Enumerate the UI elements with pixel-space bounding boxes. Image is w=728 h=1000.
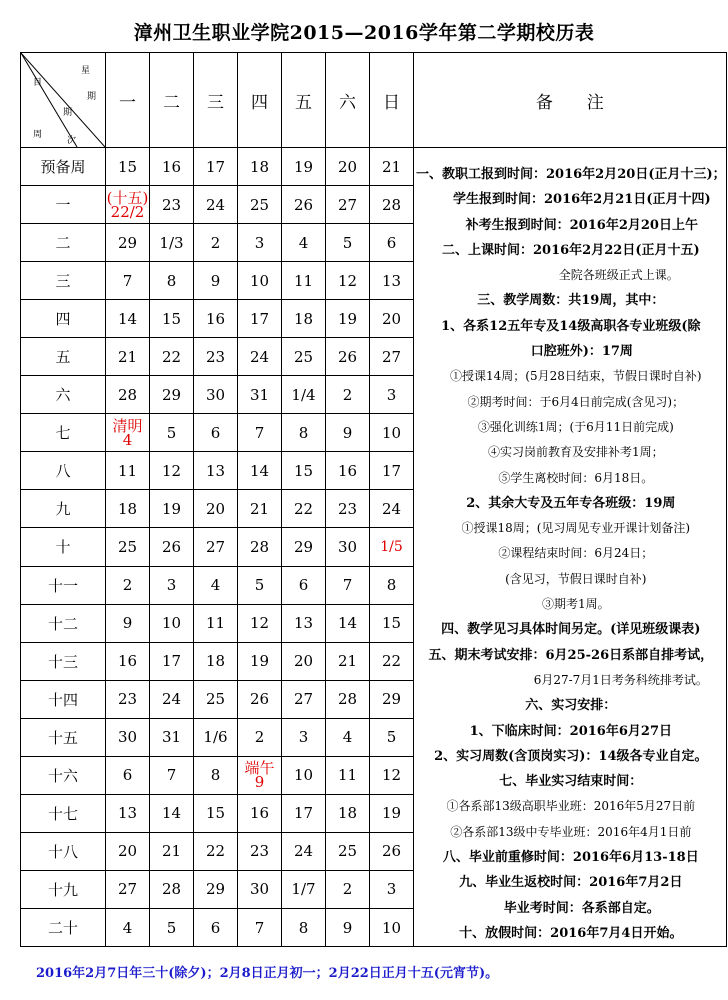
day-cell: 5 [370, 718, 414, 756]
week-label: 十二 [21, 604, 106, 642]
day-cell: 27 [282, 680, 326, 718]
day-cell: 11 [106, 452, 150, 490]
corner-qi1: 期 [87, 92, 97, 102]
remark-line: ⑤学生离校时间：6月18日。 [498, 470, 654, 485]
remark-line: ③强化训练1周；(于6月11日前完成) [477, 419, 674, 434]
day-cell: 20 [326, 148, 370, 186]
remark-line: 八、毕业前重修时间：2016年6月13-18日 [442, 850, 699, 866]
remark-line: 2、其余大专及五年专各班级：19周 [466, 495, 676, 511]
week-label: 四 [21, 300, 106, 338]
day-cell: 21 [150, 832, 194, 870]
day-cell: 27 [106, 870, 150, 908]
day-header: 二 [150, 53, 194, 148]
remark-line: ②课程结束时间：6月24日； [498, 546, 654, 561]
day-cell: 6 [194, 908, 238, 946]
week-label: 十六 [21, 756, 106, 794]
day-cell: 27 [194, 528, 238, 566]
remark-line: 七、毕业实习结束时间： [499, 774, 643, 790]
holiday-text: 4 [122, 430, 133, 449]
day-cell: 30 [238, 870, 282, 908]
week-label: 十九 [21, 870, 106, 908]
calendar-table [20, 52, 727, 947]
day-cell: 28 [326, 680, 370, 718]
remark-line: 全院各班级正式上课。 [558, 268, 679, 283]
day-cell: 30 [106, 718, 150, 756]
remark-line: ②期考时间：于6月4日前完成(含见习)； [467, 394, 685, 409]
day-cell: 4 [282, 224, 326, 262]
day-cell: 7 [106, 262, 150, 300]
holiday-cell [238, 756, 282, 794]
day-cell: 10 [282, 756, 326, 794]
remark-line: 学生报到时间：2016年2月21日(正月十四) [453, 192, 711, 208]
day-cell: 25 [106, 528, 150, 566]
day-cell: 28 [238, 528, 282, 566]
day-header: 四 [238, 53, 282, 148]
corner-xing: 星 [81, 66, 91, 76]
holiday-cell: 1/5 [370, 528, 414, 566]
day-cell: 3 [370, 376, 414, 414]
remark-line: 2、实习周数(含顶岗实习)：14级各专业自定。 [434, 748, 708, 764]
day-cell: 21 [326, 642, 370, 680]
day-cell: 21 [238, 490, 282, 528]
week-label: 十四 [21, 680, 106, 718]
page-title: 漳州卫生职业学院2015—2016学年第二学期校历表 [133, 22, 595, 44]
day-cell: 19 [238, 642, 282, 680]
week-label: 六 [21, 376, 106, 414]
day-cell: 1/3 [150, 224, 194, 262]
day-cell: 2 [238, 718, 282, 756]
day-cell: 24 [194, 186, 238, 224]
week-label: 九 [21, 490, 106, 528]
remark-line: 三、教学周数：共19周，其中： [477, 293, 665, 309]
corner-header [21, 53, 106, 148]
day-cell: 12 [326, 262, 370, 300]
week-label: 十 [21, 528, 106, 566]
week-label: 十七 [21, 794, 106, 832]
week-label: 二 [21, 224, 106, 262]
day-cell: 24 [282, 832, 326, 870]
day-cell: 13 [194, 452, 238, 490]
day-cell: 18 [326, 794, 370, 832]
remark-line: ③期考1周。 [541, 597, 610, 612]
day-cell: 17 [194, 148, 238, 186]
day-cell: 3 [370, 870, 414, 908]
day-cell: 26 [150, 528, 194, 566]
day-cell: 16 [326, 452, 370, 490]
day-cell: 23 [238, 832, 282, 870]
remark-line: 九、毕业生返校时间：2016年7月2日 [459, 875, 683, 891]
holiday-text: 端午 [244, 759, 275, 778]
day-cell: 13 [370, 262, 414, 300]
remark-line: 十、放假时间：2016年7月4日开始。 [459, 925, 683, 941]
week-label: 三 [21, 262, 106, 300]
week-label: 十一 [21, 566, 106, 604]
day-cell: 24 [370, 490, 414, 528]
day-cell: 4 [326, 718, 370, 756]
week-label: 八 [21, 452, 106, 490]
day-cell: 18 [194, 642, 238, 680]
corner-zhou: 周 [33, 130, 43, 140]
day-cell: 28 [370, 186, 414, 224]
day-cell: 7 [326, 566, 370, 604]
day-cell: 16 [150, 148, 194, 186]
day-cell: 23 [326, 490, 370, 528]
day-cell: 11 [326, 756, 370, 794]
day-cell: 20 [370, 300, 414, 338]
week-label: 十三 [21, 642, 106, 680]
day-cell: 12 [238, 604, 282, 642]
day-cell: 17 [238, 300, 282, 338]
remark-line: 四、教学见习具体时间另定。(详见班级课表) [441, 622, 701, 638]
day-cell: 12 [150, 452, 194, 490]
day-cell: 1/7 [282, 870, 326, 908]
day-cell: 7 [150, 756, 194, 794]
remark-line: 1、下临床时间：2016年6月27日 [469, 723, 672, 739]
day-cell: 16 [238, 794, 282, 832]
remark-line: ②各系部13级中专毕业班：2016年4月1日前 [450, 824, 692, 839]
day-header: 日 [370, 53, 414, 148]
day-cell: 13 [106, 794, 150, 832]
day-cell: 31 [238, 376, 282, 414]
remark-line: 二、上课时间：2016年2月22日(正月十五) [442, 242, 700, 258]
day-cell: 29 [194, 870, 238, 908]
day-cell: 29 [106, 224, 150, 262]
day-cell: 19 [326, 300, 370, 338]
remark-line: 五、期末考试安排：6月25-26日系部自排考试， [428, 647, 714, 663]
holiday-cell [106, 186, 150, 224]
day-header: 三 [194, 53, 238, 148]
day-cell: 29 [150, 376, 194, 414]
day-header: 一 [106, 53, 150, 148]
corner-ci: 次 [67, 136, 77, 146]
remark-line: 六、实习安排： [525, 698, 617, 714]
day-cell: 14 [238, 452, 282, 490]
day-cell: 2 [326, 870, 370, 908]
remark-line: (含见习，节假日课时自补) [505, 571, 647, 586]
day-cell: 17 [150, 642, 194, 680]
day-cell: 10 [370, 414, 414, 452]
week-row [21, 148, 727, 186]
day-cell: 7 [238, 908, 282, 946]
day-cell: 1/6 [194, 718, 238, 756]
day-cell: 23 [106, 680, 150, 718]
holiday-text: (十五) [106, 188, 149, 207]
day-cell: 20 [106, 832, 150, 870]
day-cell: 15 [106, 148, 150, 186]
day-cell: 12 [370, 756, 414, 794]
day-cell: 25 [194, 680, 238, 718]
day-cell: 27 [326, 186, 370, 224]
week-label: 七 [21, 414, 106, 452]
day-cell: 30 [194, 376, 238, 414]
day-cell: 19 [282, 148, 326, 186]
day-cell: 5 [238, 566, 282, 604]
remark-line: 补考生报到时间：2016年2月20日上午 [465, 217, 698, 233]
day-cell: 26 [238, 680, 282, 718]
holiday-text: 清明 [112, 416, 143, 435]
day-cell: 4 [106, 908, 150, 946]
remark-line: ④实习岗前教育及安排补考1周； [487, 445, 664, 460]
day-cell: 8 [282, 908, 326, 946]
day-cell: 6 [370, 224, 414, 262]
day-cell: 24 [238, 338, 282, 376]
holiday-text: 22/2 [110, 202, 145, 221]
day-cell: 2 [194, 224, 238, 262]
day-cell: 29 [282, 528, 326, 566]
day-cell: 28 [150, 870, 194, 908]
day-cell: 11 [194, 604, 238, 642]
day-cell: 18 [282, 300, 326, 338]
day-cell: 23 [194, 338, 238, 376]
day-cell: 15 [370, 604, 414, 642]
day-cell: 15 [194, 794, 238, 832]
day-cell: 22 [194, 832, 238, 870]
day-cell: 6 [282, 566, 326, 604]
day-cell: 5 [326, 224, 370, 262]
day-cell: 20 [194, 490, 238, 528]
remark-line: ①各系部13级高职毕业班：2016年5月27日前 [446, 799, 696, 814]
day-cell: 2 [106, 566, 150, 604]
day-cell: 10 [238, 262, 282, 300]
day-cell: 11 [282, 262, 326, 300]
remarks-cell [414, 148, 727, 947]
day-cell: 22 [370, 642, 414, 680]
remark-line: 6月27-7月1日考务科统排考试。 [533, 672, 708, 687]
week-label: 十五 [21, 718, 106, 756]
corner-qi2: 期 [63, 108, 73, 118]
day-cell: 25 [238, 186, 282, 224]
day-cell: 19 [370, 794, 414, 832]
day-cell: 28 [106, 376, 150, 414]
day-cell: 22 [282, 490, 326, 528]
day-cell: 9 [326, 414, 370, 452]
day-cell: 21 [106, 338, 150, 376]
day-cell: 26 [370, 832, 414, 870]
day-cell: 25 [326, 832, 370, 870]
week-label: 一 [21, 186, 106, 224]
day-cell: 18 [238, 148, 282, 186]
day-cell: 14 [106, 300, 150, 338]
day-cell: 25 [282, 338, 326, 376]
day-cell: 19 [150, 490, 194, 528]
remark-line: ①授课14周；(5月28日结束，节假日课时自补) [450, 369, 702, 384]
footer-note: 2016年2月7日年三十(除夕)；2月8日正月初一；2月22日正月十五(元宵节)。 [36, 966, 499, 981]
week-label: 预备周 [21, 148, 106, 186]
day-cell: 16 [106, 642, 150, 680]
remark-line: 口腔班外)：17周 [530, 344, 633, 360]
day-cell: 17 [282, 794, 326, 832]
day-cell: 8 [150, 262, 194, 300]
day-cell: 15 [282, 452, 326, 490]
day-cell: 3 [238, 224, 282, 262]
day-cell: 16 [194, 300, 238, 338]
day-cell: 10 [150, 604, 194, 642]
day-cell: 4 [194, 566, 238, 604]
day-cell: 8 [194, 756, 238, 794]
holiday-text: 9 [254, 773, 265, 792]
remark-line: ①授课18周；(见习周见专业开课计划备注) [461, 521, 691, 536]
day-cell: 26 [326, 338, 370, 376]
day-cell: 1/4 [282, 376, 326, 414]
day-cell: 22 [150, 338, 194, 376]
day-cell: 3 [282, 718, 326, 756]
week-label: 二十 [21, 908, 106, 946]
day-cell: 8 [370, 566, 414, 604]
day-cell: 6 [194, 414, 238, 452]
day-cell: 10 [370, 908, 414, 946]
day-header: 五 [282, 53, 326, 148]
holiday-cell [106, 414, 150, 452]
day-cell: 6 [106, 756, 150, 794]
remarks-header: 备 注 [414, 53, 727, 148]
day-cell: 17 [370, 452, 414, 490]
day-cell: 3 [150, 566, 194, 604]
day-cell: 23 [150, 186, 194, 224]
day-cell: 15 [150, 300, 194, 338]
day-cell: 21 [370, 148, 414, 186]
remark-line: 毕业考时间：各系部自定。 [503, 900, 660, 916]
remark-line: 一、教职工报到时间：2016年2月20日(正月十三)； [416, 167, 726, 182]
day-cell: 5 [150, 908, 194, 946]
day-cell: 13 [282, 604, 326, 642]
day-header: 六 [326, 53, 370, 148]
day-cell: 9 [326, 908, 370, 946]
remark-line: 1、各系12五年专及14级高职各专业班级(除 [441, 318, 701, 334]
day-cell: 30 [326, 528, 370, 566]
day-cell: 31 [150, 718, 194, 756]
corner-mu: 目 [33, 78, 43, 88]
day-cell: 9 [194, 262, 238, 300]
day-cell: 8 [282, 414, 326, 452]
day-cell: 20 [282, 642, 326, 680]
day-cell: 18 [106, 490, 150, 528]
day-cell: 5 [150, 414, 194, 452]
day-cell: 29 [370, 680, 414, 718]
day-cell: 24 [150, 680, 194, 718]
day-cell: 14 [150, 794, 194, 832]
day-cell: 27 [370, 338, 414, 376]
week-label: 十八 [21, 832, 106, 870]
day-cell: 14 [326, 604, 370, 642]
week-label: 五 [21, 338, 106, 376]
day-cell: 2 [326, 376, 370, 414]
day-cell: 7 [238, 414, 282, 452]
day-cell: 9 [106, 604, 150, 642]
day-cell: 26 [282, 186, 326, 224]
